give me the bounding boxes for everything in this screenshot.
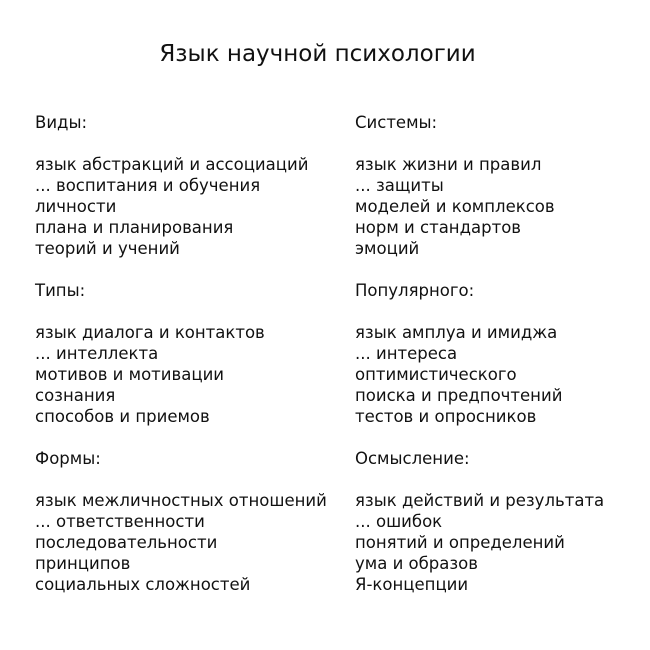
list-item: поиска и предпочтений: [355, 386, 563, 405]
list-item: Я-концепции: [355, 575, 469, 594]
section-heading: Виды:: [35, 113, 88, 132]
section-sistemy: [355, 112, 604, 259]
page-title: Язык научной психологии: [159, 41, 476, 67]
section-heading: Системы:: [355, 113, 438, 132]
list-item: ... воспитания и обучения: [35, 176, 261, 195]
list-item: язык жизни и правил: [355, 155, 542, 174]
list-item: принципов: [35, 554, 131, 573]
list-item: сознания: [35, 386, 116, 405]
list-item: мотивов и мотивации: [35, 365, 225, 384]
section-populyarnogo: [355, 280, 604, 427]
list-item: плана и планирования: [35, 218, 234, 237]
list-item: социальных сложностей: [35, 575, 251, 594]
list-item: язык межличностных отношений: [35, 491, 327, 510]
section-formy: [35, 448, 327, 595]
section-tipy: [35, 280, 327, 427]
list-item: язык амплуа и имиджа: [355, 323, 558, 342]
list-item: понятий и определений: [355, 533, 565, 552]
section-heading: Популярного:: [355, 281, 475, 300]
list-item: способов и приемов: [35, 407, 210, 426]
list-item: ... интереса: [355, 344, 458, 363]
list-item: язык абстракций и ассоциаций: [35, 155, 309, 174]
section-heading: Осмысление:: [355, 449, 470, 468]
list-item: теорий и учений: [35, 239, 180, 258]
list-item: язык действий и результата: [355, 491, 605, 510]
section-heading: Формы:: [35, 449, 101, 468]
list-item: эмоций: [355, 239, 420, 258]
section-vidy: [35, 112, 327, 259]
list-item: оптимистического: [355, 365, 517, 384]
right-column: [355, 112, 604, 616]
list-item: ума и образов: [355, 554, 478, 573]
list-item: ... ответственности: [35, 512, 205, 531]
list-item: ... ошибок: [355, 512, 443, 531]
list-item: последовательности: [35, 533, 218, 552]
section-osmyslenie: [355, 448, 604, 595]
list-item: тестов и опросников: [355, 407, 537, 426]
section-heading: Типы:: [35, 281, 86, 300]
list-item: норм и стандартов: [355, 218, 522, 237]
left-column: [35, 112, 327, 616]
list-item: ... интеллекта: [35, 344, 159, 363]
list-item: личности: [35, 197, 117, 216]
list-item: моделей и комплексов: [355, 197, 555, 216]
list-item: ... защиты: [355, 176, 444, 195]
list-item: язык диалога и контактов: [35, 323, 265, 342]
